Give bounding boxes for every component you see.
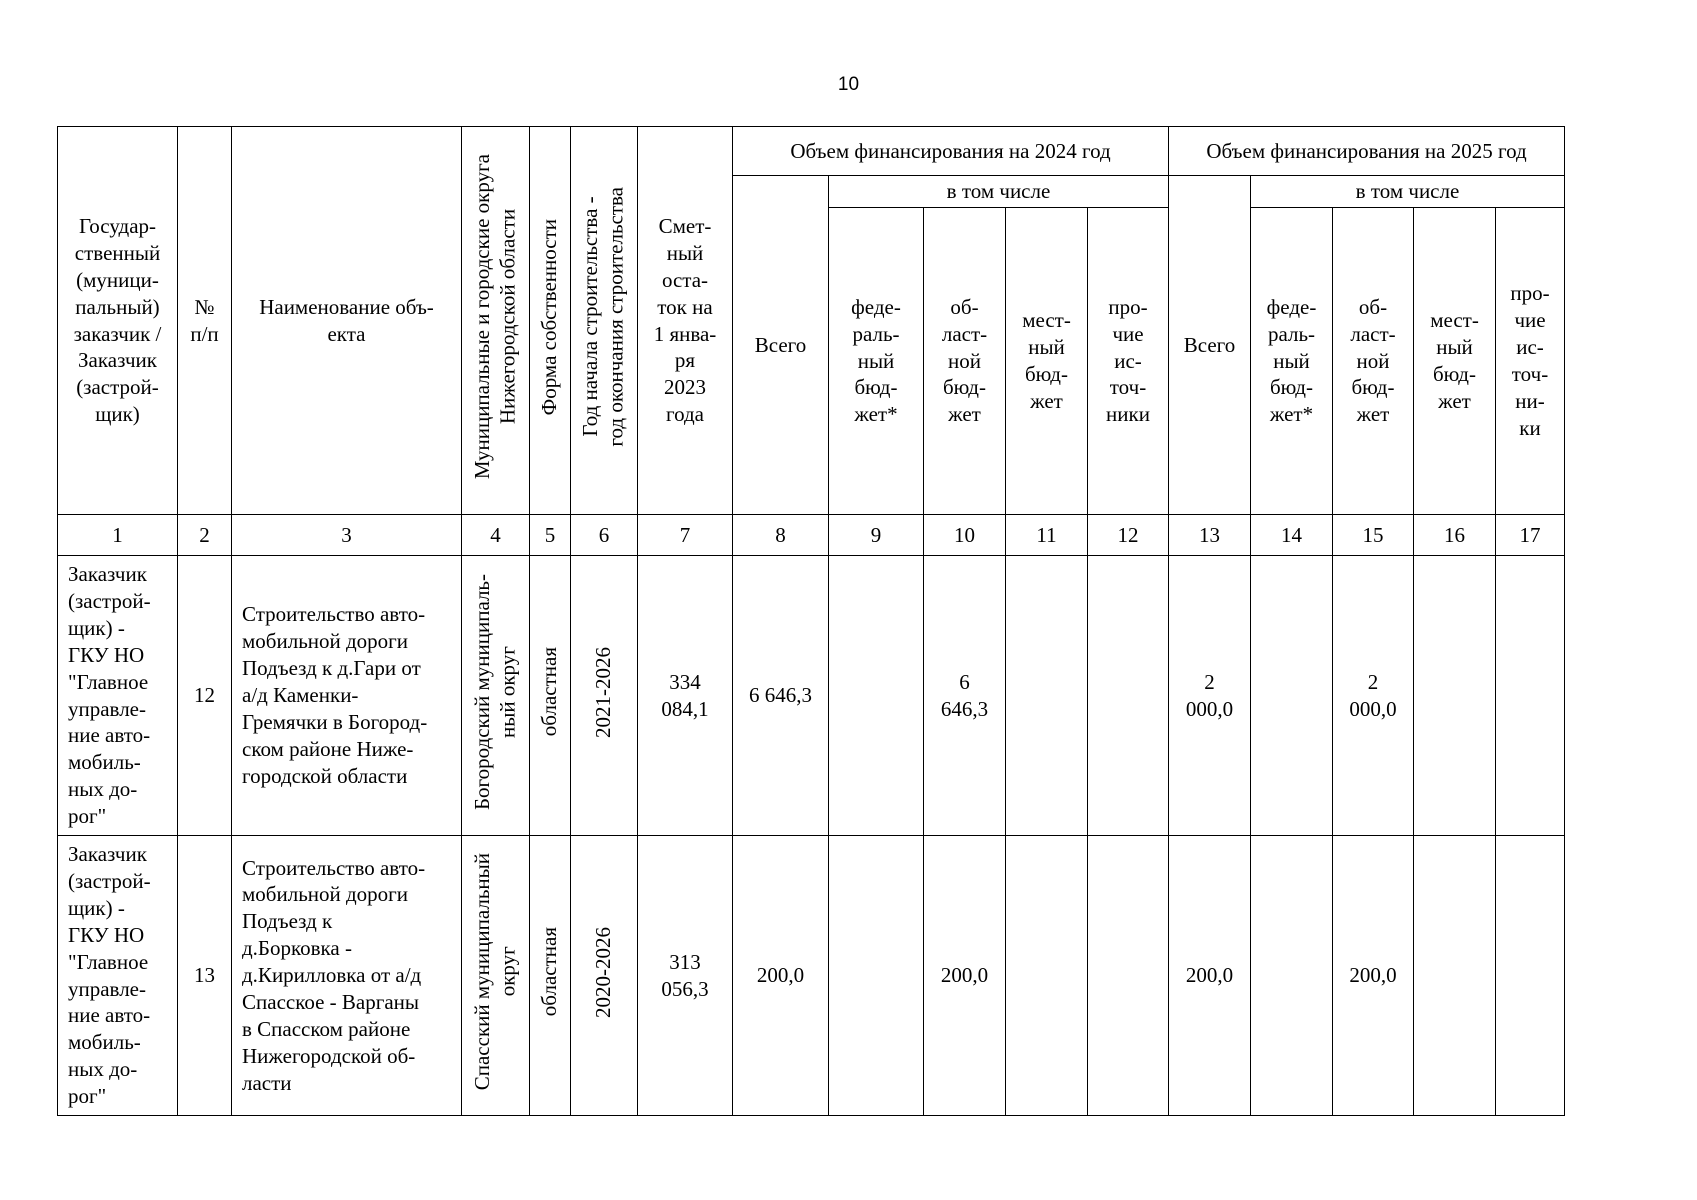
row-ownership-text: областная [537, 927, 562, 1017]
row-local-2025 [1414, 836, 1496, 1116]
header-including-2025: в том числе [1251, 176, 1565, 208]
row-municipality-text: Богородский муниципаль- ный округ [469, 574, 520, 811]
header-other-2025: про- чие ис- точ- ни- ки [1496, 208, 1565, 515]
row-federal-2024 [829, 556, 924, 836]
header-municipality-text: Муниципальные и городские округа Нижегородской области [469, 154, 520, 480]
header-regional-2024: об- ласт- ной бюд- жет [924, 208, 1006, 515]
column-number: 9 [829, 515, 924, 556]
row-total-2024: 200,0 [733, 836, 829, 1116]
table-row [58, 836, 1565, 1116]
row-num: 13 [178, 836, 232, 1116]
row-other-2025 [1496, 836, 1565, 1116]
row-federal-2025 [1251, 836, 1333, 1116]
header-years [571, 127, 638, 515]
row-object-name: Строительство авто- мобильной дороги Подъезд к д.Гари от а/д Каменки- Гремячки в Богород- ском районе Ниже- городской области [232, 556, 462, 836]
column-number: 1 [58, 515, 178, 556]
header-object-name: Наименование объ- екта [232, 127, 462, 515]
header-total-2024: Всего [733, 176, 829, 515]
header-local-2024: мест- ный бюд- жет [1006, 208, 1088, 515]
row-customer: Заказчик (застрой- щик) - ГКУ НО "Главное управле- ние авто- мобиль- ных до- рог" [58, 556, 178, 836]
row-estimate: 334 084,1 [638, 556, 733, 836]
column-number: 3 [232, 515, 462, 556]
row-local-2024 [1006, 556, 1088, 836]
row-num: 12 [178, 556, 232, 836]
row-years [571, 836, 638, 1116]
row-other-2024 [1088, 836, 1169, 1116]
row-total-2025: 2 000,0 [1169, 556, 1251, 836]
row-years-text: 2020-2026 [591, 926, 616, 1018]
row-regional-2025: 200,0 [1333, 836, 1414, 1116]
column-number-row [58, 515, 1565, 556]
row-regional-2024: 200,0 [924, 836, 1006, 1116]
header-funding-2025: Объем финансирования на 2025 год [1169, 127, 1565, 176]
row-years-text: 2021-2026 [591, 646, 616, 738]
row-ownership [530, 836, 571, 1116]
row-ownership-text: областная [537, 647, 562, 737]
column-number: 17 [1496, 515, 1565, 556]
header-local-2025: мест- ный бюд- жет [1414, 208, 1496, 515]
row-customer: Заказчик (застрой- щик) - ГКУ НО "Главное управле- ние авто- мобиль- ных до- рог" [58, 836, 178, 1116]
column-number: 7 [638, 515, 733, 556]
row-local-2025 [1414, 556, 1496, 836]
header-including-2024: в том числе [829, 176, 1169, 208]
row-ownership [530, 556, 571, 836]
column-number: 5 [530, 515, 571, 556]
row-total-2025: 200,0 [1169, 836, 1251, 1116]
column-number: 2 [178, 515, 232, 556]
row-regional-2024: 6 646,3 [924, 556, 1006, 836]
column-number: 10 [924, 515, 1006, 556]
header-regional-2025: об- ласт- ной бюд- жет [1333, 208, 1414, 515]
header-row-1 [58, 127, 1565, 176]
header-customer: Государ- ственный (муници- пальный) заказчик / Заказчик (застрой- щик) [58, 127, 178, 515]
column-number: 14 [1251, 515, 1333, 556]
header-municipality [462, 127, 530, 515]
header-num: № п/п [178, 127, 232, 515]
header-ownership [530, 127, 571, 515]
row-regional-2025: 2 000,0 [1333, 556, 1414, 836]
row-federal-2024 [829, 836, 924, 1116]
header-other-2024: про- чие ис- точ- ники [1088, 208, 1169, 515]
column-number: 16 [1414, 515, 1496, 556]
header-years-text: Год начала строительства - год окончания строительства [578, 187, 628, 447]
table-row [58, 556, 1565, 836]
row-municipality-text: Спасский муниципальный округ [469, 853, 520, 1091]
header-federal-2024: феде- раль- ный бюд- жет* [829, 208, 924, 515]
header-federal-2025: феде- раль- ный бюд- жет* [1251, 208, 1333, 515]
row-estimate: 313 056,3 [638, 836, 733, 1116]
funding-table [57, 126, 1565, 1116]
row-local-2024 [1006, 836, 1088, 1116]
row-federal-2025 [1251, 556, 1333, 836]
header-funding-2024: Объем финансирования на 2024 год [733, 127, 1169, 176]
column-number: 15 [1333, 515, 1414, 556]
column-number: 11 [1006, 515, 1088, 556]
header-estimate: Смет- ный оста- ток на 1 янва- ря 2023 года [638, 127, 733, 515]
row-municipality [462, 556, 530, 836]
column-number: 4 [462, 515, 530, 556]
row-object-name: Строительство авто- мобильной дороги Подъезд к д.Борковка - д.Кирилловка от а/д Спасское - Варганы в Спасском районе Нижегородской об- ласти [232, 836, 462, 1116]
header-ownership-text: Форма собственности [537, 218, 562, 416]
row-years [571, 556, 638, 836]
column-number: 12 [1088, 515, 1169, 556]
column-number: 8 [733, 515, 829, 556]
column-number: 13 [1169, 515, 1251, 556]
row-other-2025 [1496, 556, 1565, 836]
row-municipality [462, 836, 530, 1116]
page-number: 10 [837, 74, 860, 95]
row-other-2024 [1088, 556, 1169, 836]
row-total-2024: 6 646,3 [733, 556, 829, 836]
header-total-2025: Всего [1169, 176, 1251, 515]
column-number: 6 [571, 515, 638, 556]
